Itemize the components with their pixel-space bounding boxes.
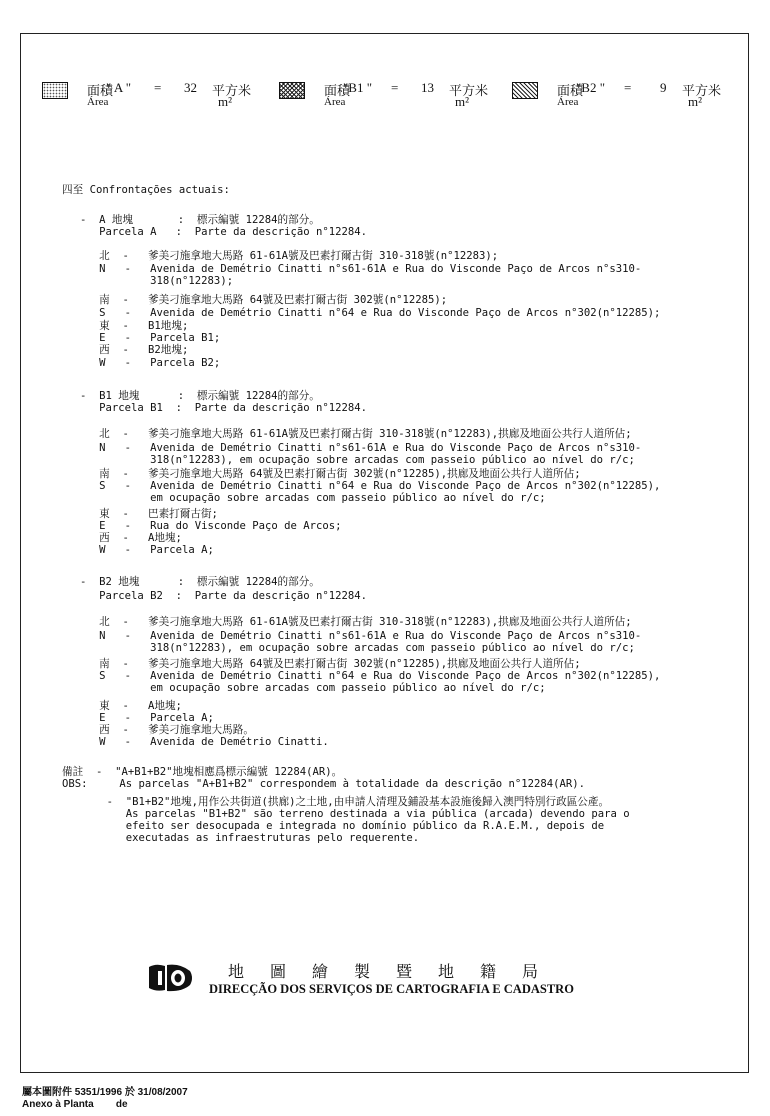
legend-2-pt-label: Área	[324, 96, 346, 108]
confrontations-heading: 四至 Confrontações actuais:	[62, 184, 230, 196]
text-line: 北 - 爹美刁施拿地大馬路 61-61A號及巴素打爾古街 310-318號(n°12283);	[80, 250, 499, 262]
legend-2-eq: =	[391, 80, 399, 95]
legend-3-unit-zh: 平方米	[682, 83, 722, 98]
legend-1-pt-label: Área	[87, 96, 109, 108]
text-line: N - Avenida de Demétrio Cinatti n°s61-61A e Rua do Visconde Paço de Arcos n°s310-	[80, 263, 642, 275]
legend-1-value: 32	[184, 80, 197, 95]
text-line: 西 - 爹美刁施拿地大馬路。	[80, 724, 254, 736]
text-line: 南 - 爹美刁施拿地大馬路 64號及巴素打爾古街 302號(n°12285);	[80, 294, 448, 306]
legend-3-name: "B2 "	[576, 80, 606, 95]
text-line: 西 - B2地塊;	[80, 344, 189, 356]
text-line: W - Parcela A;	[80, 544, 214, 556]
text-line: OBS: As parcelas "A+B1+B2" correspondem à totalidade da descrição n°12284(AR).	[62, 778, 585, 790]
text-line: N - Avenida de Demétrio Cinatti n°s61-61A e Rua do Visconde Paço de Arcos n°s310-	[80, 442, 642, 454]
legend-1-unit-pt: m²	[218, 94, 233, 109]
legend-2-name: "B1 "	[343, 80, 373, 95]
text-line: 318(n°12283), em ocupação sobre arcadas com passeio público ao nível do r/c;	[80, 642, 635, 654]
text-line: 東 - 巴素打爾古街;	[80, 508, 218, 520]
text-line: 東 - B1地塊;	[80, 320, 189, 332]
text-line: Parcela B2 : Parte da descrição n°12284.	[80, 590, 368, 602]
text-line: 318(n°12283);	[80, 275, 234, 287]
text-line: W - Avenida de Demétrio Cinatti.	[80, 736, 329, 748]
text-line: 西 - A地塊;	[80, 532, 182, 544]
text-line: S - Avenida de Demétrio Cinatti n°64 e Rua do Visconde Paço de Arcos n°302(n°12285),	[80, 670, 661, 682]
text-line: - A 地塊 : 標示編號 12284的部分。	[80, 214, 320, 226]
legend-2-zh-label: 面積	[324, 83, 351, 98]
text-line: - B2 地塊 : 標示編號 12284的部分。	[80, 576, 320, 588]
legend-1-name: " A "	[106, 80, 132, 95]
text-line: 南 - 爹美刁施拿地大馬路 64號及巴素打爾古街 302號(n°12285),拱廊及地面公共行人道所佔;	[80, 468, 581, 480]
text-line: 東 - A地塊;	[80, 700, 182, 712]
text-line: W - Parcela B2;	[80, 357, 221, 369]
legend-3-zh-label: 面積	[557, 83, 584, 98]
legend-1-unit-zh: 平方米	[212, 83, 252, 98]
legend-3-pt-label: Área	[557, 96, 579, 108]
text-line: Parcela A : Parte da descrição n°12284.	[80, 226, 368, 238]
text-line: As parcelas "B1+B2" são terreno destinada a via pública (arcada) devendo para o	[62, 808, 630, 820]
text-line: em ocupação sobre arcadas com passeio público ao nível do r/c;	[80, 492, 546, 504]
text-line: 北 - 爹美刁施拿地大馬路 61-61A號及巴素打爾古街 310-318號(n°12283),拱廊及地面公共行人道所佔;	[80, 616, 632, 628]
legend-swatch-3	[512, 82, 538, 99]
text-line: em ocupação sobre arcadas com passeio público ao nível do r/c;	[80, 682, 546, 694]
legend-3-unit-pt: m²	[688, 94, 703, 109]
text-line: executadas as infraestruturas pelo requerente.	[62, 832, 420, 844]
legend-3-value: 9	[660, 80, 667, 95]
text-line: S - Avenida de Demétrio Cinatti n°64 e Rua do Visconde Paço de Arcos n°302(n°12285);	[80, 307, 661, 319]
text-line: 南 - 爹美刁施拿地大馬路 64號及巴素打爾古街 302號(n°12285),拱廊及地面公共行人道所佔;	[80, 658, 581, 670]
text-line: E - Parcela B1;	[80, 332, 221, 344]
text-line: 備註 - "A+B1+B2"地塊相應爲標示編號 12284(AR)。	[62, 766, 343, 778]
legend-2-unit-zh: 平方米	[449, 83, 489, 98]
text-line: 北 - 爹美刁施拿地大馬路 61-61A號及巴素打爾古街 310-318號(n°12283),拱廊及地面公共行人道所佔;	[80, 428, 632, 440]
legend-1-eq: =	[154, 80, 162, 95]
department-title-zh: 地圖繪製暨地籍局	[228, 964, 565, 981]
legend-3-eq: =	[624, 80, 632, 95]
legend-swatch-2	[279, 82, 305, 99]
text-line: E - Rua do Visconde Paço de Arcos;	[80, 520, 342, 532]
legend-2-unit-pt: m²	[455, 94, 470, 109]
legend-swatch-1	[42, 82, 68, 99]
text-line: N - Avenida de Demétrio Cinatti n°s61-61A e Rua do Visconde Paço de Arcos n°s310-	[80, 630, 642, 642]
text-line: E - Parcela A;	[80, 712, 214, 724]
text-line: 318(n°12283), em ocupação sobre arcadas com passeio público ao nível do r/c;	[80, 454, 635, 466]
text-line: efeito ser desocupada e integrada no domínio público da R.A.E.M., depois de	[62, 820, 605, 832]
legend-1-zh-label: 面積	[87, 83, 114, 98]
legend-2-value: 13	[421, 80, 434, 95]
department-title-pt: DIRECÇÃO DOS SERVIÇOS DE CARTOGRAFIA E CADASTRO	[209, 982, 574, 996]
text-line: Parcela B1 : Parte da descrição n°12284.	[80, 402, 368, 414]
dscc-logo-icon	[146, 961, 196, 999]
annex-note-zh: 屬本圖附件 5351/1996 於 31/08/2007	[22, 1087, 188, 1098]
text-line: - "B1+B2"地塊,用作公共街道(拱廊)之土地,由申請人清理及鋪設基本設施後歸入澳門特別行政區公產。	[62, 796, 610, 808]
text-line: - B1 地塊 : 標示編號 12284的部分。	[80, 390, 320, 402]
text-line: S - Avenida de Demétrio Cinatti n°64 e Rua do Visconde Paço de Arcos n°302(n°12285),	[80, 480, 661, 492]
annex-note-pt: Anexo à Planta de	[22, 1099, 128, 1110]
